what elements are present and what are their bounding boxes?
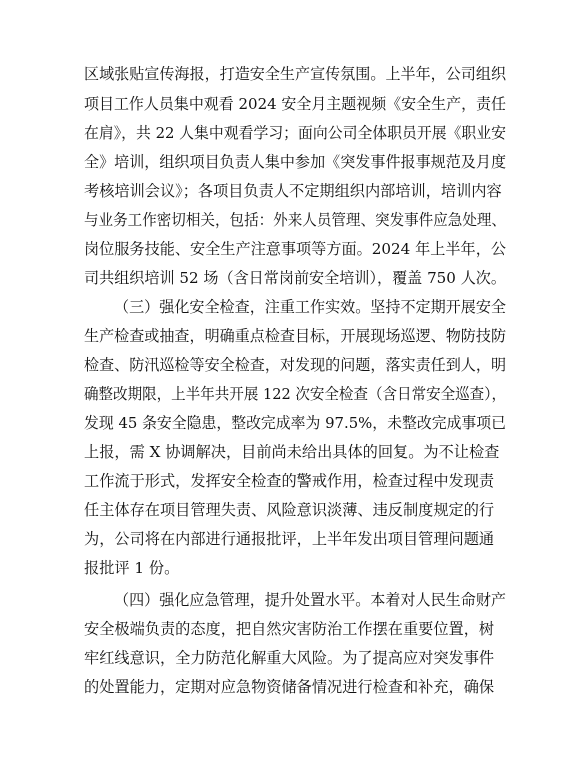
text-line (0, 352, 586, 378)
text-line (0, 439, 586, 465)
text-line (0, 526, 586, 552)
line-text: 确整改期限，上半年共开展 122 次安全检查（含日常安全巡查）， (84, 385, 507, 403)
line-text: 与业务工作密切相关，包括：外来人员管理、突发事件应急处理、 (84, 211, 506, 229)
text-line (0, 294, 586, 320)
text-line (0, 381, 586, 407)
line-text: 生产检查或抽查，明确重点检查目标，开展现场巡逻、物防技防 (84, 327, 507, 345)
text-line (0, 149, 586, 175)
text-line (0, 674, 586, 700)
line-text: 考核培训会议》；各项目负责人不定期组织内部培训，培训内容 (84, 182, 502, 200)
line-text: 安全极端负责的态度，把自然灾害防治工作摆在重要位置，树 (84, 620, 495, 638)
text-line (0, 497, 586, 523)
line-text: 报批评 1 份。 (84, 559, 180, 577)
text-line (0, 265, 586, 291)
text-line (0, 587, 586, 613)
text-line (0, 91, 586, 117)
text-line (0, 61, 586, 87)
line-text: 区域张贴宣传海报，打造安全生产宣传氛围。上半年，公司组织 (84, 65, 507, 83)
text-line (0, 120, 586, 146)
line-text: 司共组织培训 52 场（含日常岗前安全培训），覆盖 750 人次。 (84, 269, 506, 287)
section-heading-text: （四）强化应急管理，提升处置水平。本着对人民生命财产 (114, 591, 506, 609)
line-text: 上报，需 X 协调解决，目前尚未给出具体的回复。为不让检查 (84, 443, 500, 461)
line-text: 为，公司将在内部进行通报批评，上半年发出项目管理问题通 (84, 530, 495, 548)
line-text: 检查、防汛巡检等安全检查，对发现的问题，落实责任到人，明 (84, 356, 507, 374)
line-text: 发现 45 条安全隐患，整改完成率为 97.5%，未整改完成事项已 (84, 414, 507, 432)
line-text: 项目工作人员集中观看 2024 安全月主题视频《安全生产，责任 (84, 95, 507, 113)
line-text: 全》培训，组织项目负责人集中参加《突发事件报事规范及月度 (84, 153, 507, 171)
text-line (0, 236, 586, 262)
text-line (0, 616, 586, 642)
text-line (0, 178, 586, 204)
line-text: 的处置能力，定期对应急物资储备情况进行检查和补充，确保 (84, 678, 495, 696)
line-text: 在肩》，共 22 人集中观看学习；面向公司全体职员开展《职业安 (84, 124, 507, 142)
text-line (0, 645, 586, 671)
line-text: 工作流于形式，发挥安全检查的警戒作用，检查过程中发现责 (84, 472, 495, 490)
line-text: 岗位服务技能、安全生产注意事项等方面。2024 年上半年，公 (84, 240, 506, 258)
section-heading-text: （三）强化安全检查，注重工作实效。坚持不定期开展安全 (114, 298, 506, 316)
text-line (0, 410, 586, 436)
line-text: 牢红线意识，全力防范化解重大风险。为了提高应对突发事件 (84, 649, 495, 667)
text-line (0, 468, 586, 494)
text-line (0, 207, 586, 233)
text-line (0, 555, 586, 581)
text-line (0, 323, 586, 349)
line-text: 任主体存在项目管理失责、风险意识淡薄、违反制度规定的行 (84, 501, 495, 519)
